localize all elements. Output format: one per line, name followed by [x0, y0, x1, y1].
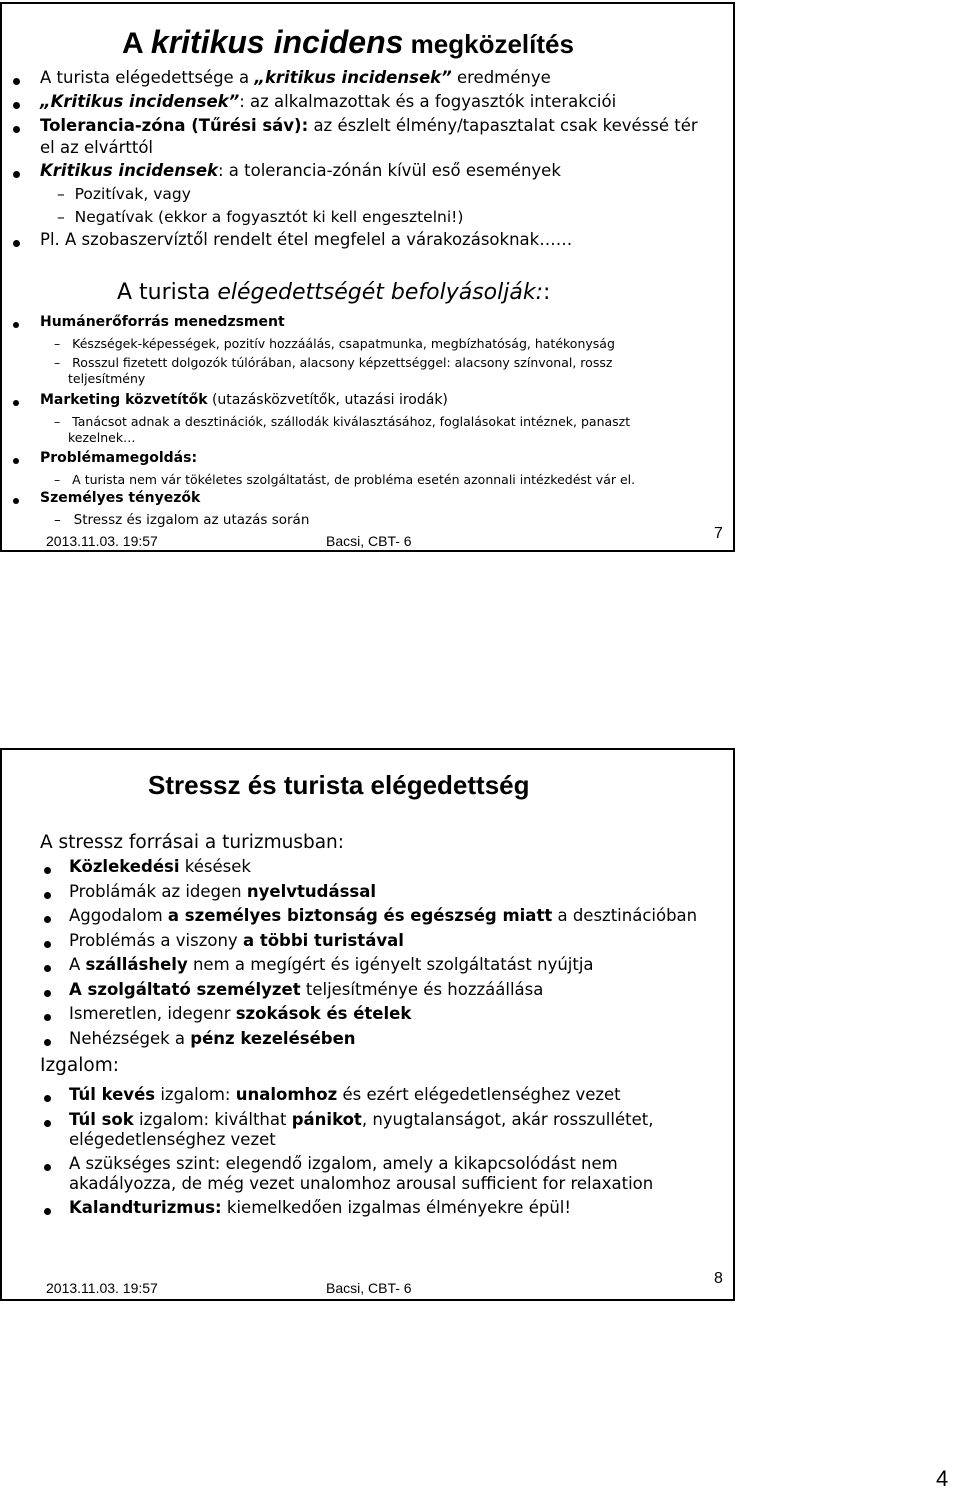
- text: és ezért elégedetlenséghez vezet: [337, 1085, 621, 1104]
- factor-item: [40, 392, 448, 408]
- text: késések: [179, 857, 251, 876]
- text: nem a megígért és igényelt szolgáltatást nyújtja: [187, 955, 594, 974]
- slide-title: Stressz és turista elégedettség: [148, 770, 530, 800]
- title-italic: kritikus incidens: [150, 24, 404, 60]
- bullet-dot: [44, 1208, 51, 1215]
- bullet-item: [40, 68, 551, 87]
- factor-sub-item: – A turista nem vár tökéletes szolgáltatást, de probléma esetén azonnali intézkedést vár el.: [54, 472, 636, 487]
- text: a desztinációban: [552, 906, 698, 925]
- text: teljesítménye és hozzáállása: [300, 980, 544, 999]
- list-item: [69, 1110, 653, 1129]
- title-suffix: megközelítés: [403, 29, 574, 59]
- bullet-dot: [44, 892, 51, 899]
- bullet-dot: [13, 458, 19, 464]
- bullet-dot: [44, 1095, 51, 1102]
- bullet-dot: [13, 171, 20, 178]
- text-em: Kritikus incidensek: [40, 161, 218, 180]
- bullet-continuation: el az elvárttól: [40, 138, 154, 157]
- bullet-dot: [13, 126, 20, 133]
- factor-item: Humánerőforrás menedzsment: [40, 314, 285, 330]
- bullet-item: [40, 161, 561, 180]
- slide-page-number: 8: [714, 1270, 723, 1287]
- bullet-item: [40, 116, 698, 135]
- text: :: [543, 280, 551, 305]
- section-heading: Izgalom:: [40, 1055, 119, 1076]
- text-strong: unalomhoz: [235, 1085, 338, 1104]
- bullet-dot: [44, 941, 51, 948]
- text: , nyugtalanságot, akár rosszullétet,: [361, 1110, 654, 1129]
- bullet-dot: [44, 1014, 51, 1021]
- list-item: [69, 931, 404, 950]
- bullet-dot: [13, 240, 20, 247]
- text-strong: pánikot: [291, 1110, 362, 1129]
- list-item: [69, 980, 543, 999]
- text-strong: nyelvtudással: [246, 882, 377, 901]
- factor-sub-item: – Rosszul fizetett dolgozók túlórában, alacsony képzettséggel: alacsony színvonal, rossz: [54, 355, 613, 370]
- list-item: [69, 857, 251, 876]
- text-strong: Marketing közvetítők: [40, 392, 208, 408]
- text: A turista nem vár tökéletes szolgáltatást, de probléma esetén azonnali intézkedést vár el.: [72, 472, 636, 487]
- list-item-continuation: elégedetlenséghez vezet: [69, 1130, 276, 1149]
- text: : a tolerancia-zónán kívül eső események: [217, 161, 561, 180]
- text: izgalom:: [155, 1085, 236, 1104]
- list-item: [69, 955, 594, 974]
- bullet-dot: [44, 916, 51, 923]
- bullet-item: Pl. A szobaszervíztől rendelt étel megfelel a várakozásoknak……: [40, 230, 573, 249]
- text: Tanácsot adnak a desztinációk, szállodák kiválasztásához, foglalásokat intéznek, panaszt: [72, 414, 631, 429]
- footer-date: 2013.11.03. 19:57: [46, 1280, 158, 1296]
- text-em: elégedettségét befolyásolják:: [217, 280, 543, 305]
- footer-date: 2013.11.03. 19:57: [46, 533, 158, 549]
- bullet-item: [40, 92, 616, 111]
- list-item: [69, 1029, 356, 1048]
- text-strong: szokások és ételek: [235, 1004, 412, 1023]
- text: Rosszul fizetett dolgozók túlórában, alacsony képzettséggel: alacsony színvonal, rossz: [72, 355, 613, 370]
- slide-page-number: 7: [714, 525, 723, 542]
- slide-title: [122, 24, 574, 61]
- factor-sub-continuation: kezelnek…: [68, 430, 136, 445]
- text: Problámák az idegen: [69, 882, 247, 901]
- list-item: [69, 1004, 411, 1023]
- title-prefix: A: [122, 27, 151, 60]
- text-strong: Túl sok: [69, 1110, 134, 1129]
- factor-sub-item: – Stressz és izgalom az utazás során: [54, 512, 310, 528]
- list-item-continuation: akadályozza, de még vezet unalomhoz arousal sufficient for relaxation: [69, 1174, 654, 1193]
- text: : az alkalmazottak és a fogyasztók interakciói: [239, 92, 617, 111]
- factor-sub-continuation: teljesítmény: [68, 371, 146, 386]
- text: A turista elégedettsége a: [40, 68, 255, 87]
- bullet-dot: [44, 867, 51, 874]
- list-item: [69, 906, 697, 925]
- sheet-page-number: 4: [936, 1466, 949, 1491]
- text-strong: szálláshely: [85, 955, 188, 974]
- slide-8: [0, 748, 735, 1301]
- text: Negatívak (ekkor a fogyasztót ki kell engesztelni!): [74, 208, 464, 226]
- footer-center: Bacsi, CBT- 6: [326, 533, 412, 549]
- factor-item: Személyes tényezők: [40, 490, 201, 506]
- text-strong: Közlekedési: [69, 857, 180, 876]
- factor-item: Problémamegoldás:: [40, 450, 198, 466]
- list-item: A szükséges szint: elegendő izgalom, amely a kikapcsolódást nem: [69, 1154, 618, 1173]
- text: Problémás a viszony: [69, 931, 243, 950]
- text: Pozitívak, vagy: [74, 185, 191, 203]
- factor-sub-item: – Készségek-képességek, pozitív hozzáálás, csapatmunka, megbízhatóság, hatékonyság: [54, 336, 615, 351]
- slide-7: [0, 2, 735, 552]
- sub-item: – Pozitívak, vagy: [57, 185, 191, 203]
- bullet-dot: [13, 322, 19, 328]
- bullet-dot: [44, 990, 51, 997]
- text-strong: A szolgáltató személyzet: [69, 980, 301, 999]
- text: izgalom: kiválthat: [133, 1110, 292, 1129]
- bullet-dot: [13, 400, 19, 406]
- text: az észlelt élmény/tapasztalat csak kevéssé tér: [308, 116, 698, 135]
- bullet-dot: [13, 78, 20, 85]
- subsection-title: [117, 280, 550, 305]
- text: eredménye: [451, 68, 551, 87]
- bullet-dot: [44, 1164, 51, 1171]
- text-em: „kritikus incidensek”: [254, 68, 452, 87]
- list-item: [69, 1085, 621, 1104]
- text: Ismeretlen, idegenr: [69, 1004, 236, 1023]
- bullet-dot: [44, 965, 51, 972]
- bullet-dot: [13, 498, 19, 504]
- text: kiemelkedően izgalmas élményekre épül!: [221, 1198, 571, 1217]
- bullet-dot: [44, 1039, 51, 1046]
- text: Készségek-képességek, pozitív hozzáálás, csapatmunka, megbízhatóság, hatékonyság: [72, 336, 615, 351]
- bullet-dot: [13, 102, 20, 109]
- sub-item: – Negatívak (ekkor a fogyasztót ki kell engesztelni!): [57, 208, 464, 226]
- factor-sub-item: – Tanácsot adnak a desztinációk, szállodák kiválasztásához, foglalásokat intéznek, panaszt: [54, 414, 631, 429]
- bullet-dot: [44, 1120, 51, 1127]
- footer-center: Bacsi, CBT- 6: [326, 1280, 412, 1296]
- text-strong: pénz kezelésében: [190, 1029, 356, 1048]
- text: A: [69, 955, 86, 974]
- text-strong: Tolerancia-zóna (Tűrési sáv):: [40, 116, 309, 135]
- text-em: „Kritikus incidensek”: [40, 92, 240, 111]
- text: (utazásközvetítők, utazási irodák): [207, 392, 448, 408]
- text: Stressz és izgalom az utazás során: [73, 512, 310, 528]
- text-strong: Túl kevés: [69, 1085, 156, 1104]
- text: A turista: [117, 280, 218, 305]
- text-strong: Kalandturizmus:: [69, 1198, 222, 1217]
- text: Aggodalom: [69, 906, 168, 925]
- list-item: [69, 882, 376, 901]
- text-strong: a többi turistával: [242, 931, 404, 950]
- list-item: [69, 1198, 571, 1217]
- text: Nehézségek a: [69, 1029, 191, 1048]
- text-strong: a személyes biztonság és egészség miatt: [167, 906, 553, 925]
- section-heading: A stressz forrásai a turizmusban:: [40, 832, 345, 853]
